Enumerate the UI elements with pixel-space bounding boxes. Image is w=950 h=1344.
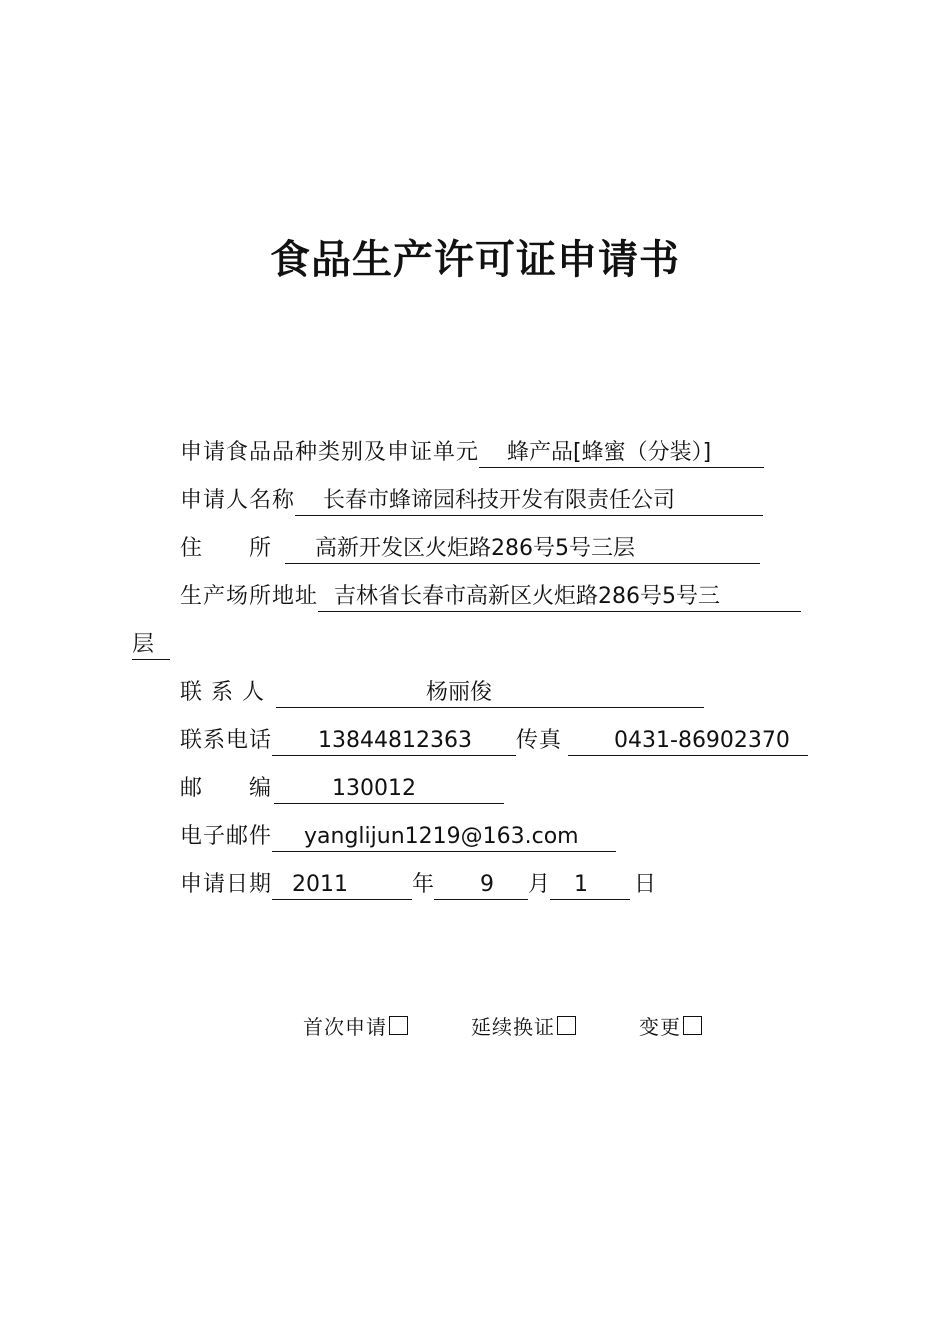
site-row [180, 582, 801, 612]
residence-field[interactable] [285, 534, 760, 564]
option-change[interactable] [639, 1012, 702, 1042]
document-title: 食品生产许可证申请书 [270, 237, 680, 283]
year-field[interactable] [272, 870, 412, 900]
date-label: 申请日期 [180, 872, 273, 897]
fax-label: 传真 [516, 728, 563, 753]
applicant-label: 申请人名称 [180, 488, 296, 513]
fax-value: 0431-86902370 [614, 728, 790, 753]
postcode-row [180, 774, 504, 804]
day-value: 1 [574, 872, 589, 897]
email-label: 电子邮件 [180, 824, 273, 849]
month-unit: 月 [528, 872, 551, 897]
month-field[interactable] [434, 870, 528, 900]
phone-field[interactable] [272, 726, 516, 756]
option-renewal-checkbox[interactable] [557, 1016, 576, 1035]
email-value: yanglijun1219@163.com [304, 824, 579, 849]
category-row [180, 438, 764, 468]
contact-field[interactable] [276, 678, 704, 708]
site-label: 生产场所地址 [180, 584, 319, 609]
phone-row [180, 726, 808, 756]
residence-value: 高新开发区火炬路286号5号三层 [315, 536, 635, 561]
fax-field[interactable] [568, 726, 808, 756]
phone-label: 联系电话 [180, 728, 273, 753]
day-field[interactable] [550, 870, 630, 900]
phone-value: 13844812363 [318, 728, 472, 753]
postcode-value: 130012 [332, 776, 416, 801]
contact-row [180, 678, 704, 708]
email-row [180, 822, 616, 852]
date-row [180, 870, 656, 900]
application-type-options [0, 1012, 950, 1042]
year-value: 2011 [292, 872, 349, 897]
option-renewal[interactable] [471, 1012, 576, 1042]
site-field[interactable] [318, 582, 801, 612]
site-value: 吉林省长春市高新区火炬路286号5号三 [334, 584, 721, 609]
month-value: 9 [480, 872, 495, 897]
option-first-application-label: 首次申请 [303, 1015, 387, 1039]
site-field-cont[interactable] [132, 630, 170, 660]
option-change-checkbox[interactable] [683, 1016, 702, 1035]
category-label: 申请食品品种类别及申证单元 [180, 440, 480, 465]
postcode-field[interactable] [274, 774, 504, 804]
site-value-cont: 层 [132, 632, 155, 657]
option-renewal-label: 延续换证 [471, 1015, 555, 1039]
year-unit: 年 [412, 872, 435, 897]
option-change-label: 变更 [639, 1015, 681, 1039]
applicant-value: 长春市蜂谛园科技开发有限责任公司 [323, 488, 676, 513]
email-field[interactable] [272, 822, 616, 852]
contact-value: 杨丽俊 [426, 680, 493, 705]
residence-label: 住 所 [180, 536, 273, 561]
day-unit: 日 [634, 872, 657, 897]
postcode-label: 邮 编 [180, 776, 273, 801]
applicant-row [180, 486, 763, 516]
contact-label: 联 系 人 [180, 680, 265, 705]
option-first-application-checkbox[interactable] [389, 1016, 408, 1035]
applicant-field[interactable] [295, 486, 763, 516]
category-value: 蜂产品[蜂蜜（分装）] [507, 440, 712, 465]
site-row-cont [132, 630, 170, 660]
category-field[interactable] [479, 438, 764, 468]
residence-row [180, 534, 760, 564]
option-first-application[interactable] [303, 1012, 408, 1042]
